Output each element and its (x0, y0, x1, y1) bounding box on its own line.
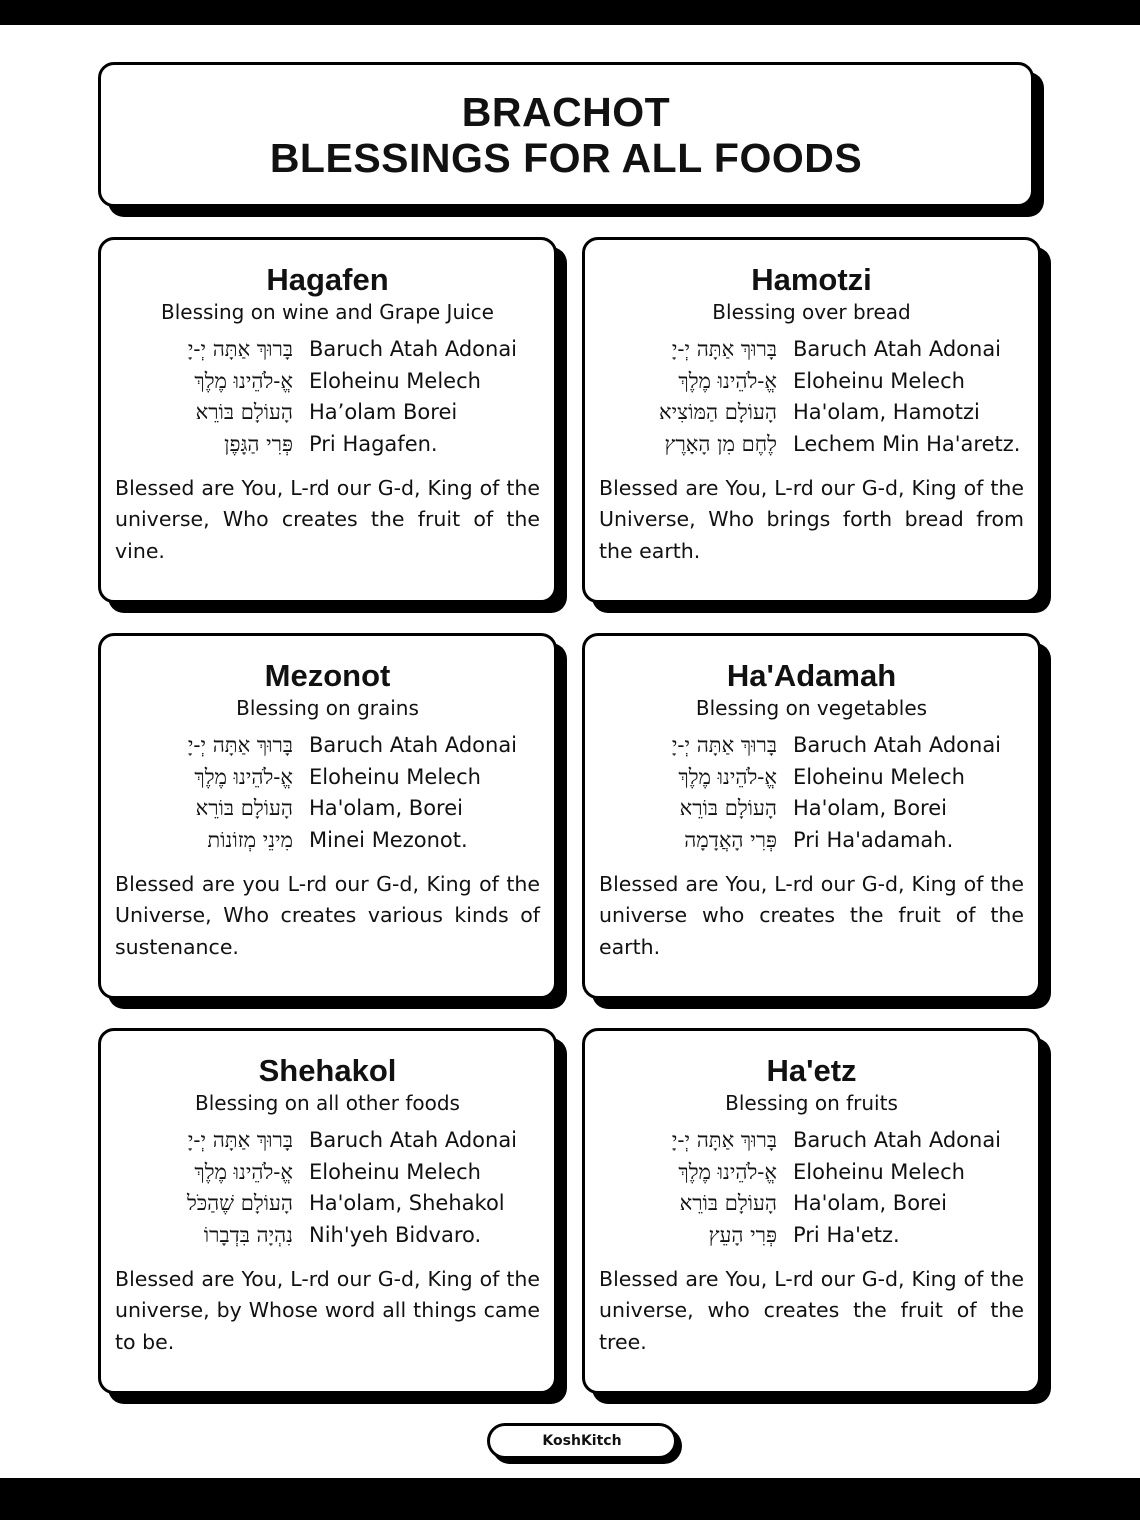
transliteration-line: Minei Mezonot. (309, 828, 468, 853)
blessing-title: Shehakol (258, 1053, 397, 1088)
blessing-card-mezonot (98, 633, 557, 999)
blessing-card-haadamah (582, 633, 1041, 999)
transliteration-line: Pri Hagafen. (309, 432, 438, 457)
blessing-lines (617, 334, 1024, 461)
hebrew-line: נִהְיָה בִּדְבָרוֹ (203, 1223, 293, 1248)
blessing-subtitle: Blessing on all other foods (195, 1091, 460, 1115)
blessing-translation: Blessed are You, L-rd our G-d, King of the universe, who creates the fruit of the tree. (599, 1266, 1024, 1354)
hebrew-line: הָעוֹלָם בּוֹרֵא (195, 796, 293, 821)
hebrew-line: בָּרוּךְ אַתָּה יְ-יָ (671, 733, 777, 757)
transliteration-line: Ha’olam Borei (309, 400, 458, 425)
top-border-bar (0, 0, 1140, 25)
hebrew-line: אֱ-לֹהֵינוּ מֶלֶךְ (194, 764, 293, 789)
hebrew-line: הָעוֹלָם הַמּוֹצִיא (659, 400, 777, 425)
hebrew-line: אֱ-לֹהֵינוּ מֶלֶךְ (678, 1159, 777, 1184)
hebrew-line: הָעוֹלָם בּוֹרֵא (195, 400, 293, 425)
transliteration-line: Lechem Min Ha'aretz. (793, 432, 1021, 457)
hebrew-line: הָעוֹלָם שֶׁהַכֹּל (187, 1191, 293, 1216)
blessing-translation: Blessed are You, L-rd our G-d, King of the Universe, Who brings forth bread from the earth. (599, 475, 1024, 563)
transliteration-line: Ha'olam, Borei (309, 796, 463, 821)
transliteration-line: Eloheinu Melech (309, 1159, 481, 1184)
hebrew-line: בָּרוּךְ אַתָּה יְ-יָ (671, 1128, 777, 1152)
hebrew-line: מִינֵי מְזוֹנוֹת (207, 828, 293, 853)
blessing-subtitle: Blessing on vegetables (695, 696, 928, 720)
hebrew-line: פְּרִי הַגָּפֶן (224, 432, 293, 457)
blessing-subtitle: Blessing over bread (712, 300, 911, 324)
bottom-border-bar (0, 1478, 1140, 1520)
blessing-lines (133, 730, 540, 857)
blessing-title: Hagafen (266, 262, 389, 297)
transliteration-line: Eloheinu Melech (309, 368, 481, 393)
hebrew-line: פְּרִי הָאֲדָמָה (684, 828, 777, 853)
blessing-lines (617, 1125, 1024, 1252)
transliteration-line: Ha'olam, Borei (793, 1191, 947, 1216)
brand-badge (487, 1423, 677, 1459)
hebrew-line: אֱ-לֹהֵינוּ מֶלֶךְ (678, 764, 777, 789)
transliteration-line: Baruch Atah Adonai (309, 1128, 518, 1152)
transliteration-line: Eloheinu Melech (793, 764, 965, 789)
transliteration-line: Baruch Atah Adonai (309, 337, 518, 361)
blessing-translation: Blessed are You, L-rd our G-d, King of the universe who creates the fruit of the earth. (599, 871, 1024, 959)
transliteration-line: Pri Ha'etz. (793, 1223, 900, 1248)
transliteration-line: Baruch Atah Adonai (793, 1128, 1002, 1152)
blessing-translation: Blessed are you L-rd our G-d, King of the Universe, Who creates various kinds of sustenance. (115, 871, 540, 959)
blessing-subtitle: Blessing on fruits (725, 1091, 898, 1115)
blessing-title: Ha'etz (766, 1053, 857, 1088)
page-subtitle: BLESSINGS FOR ALL FOODS (269, 134, 863, 181)
hebrew-line: אֱ-לֹהֵינוּ מֶלֶךְ (678, 368, 777, 393)
blessing-lines (133, 334, 540, 461)
page-title-box (98, 62, 1034, 207)
transliteration-line: Ha'olam, Hamotzi (793, 400, 980, 425)
hebrew-line: הָעוֹלָם בּוֹרֵא (679, 796, 777, 821)
transliteration-line: Baruch Atah Adonai (793, 733, 1002, 757)
transliteration-line: Nih'yeh Bidvaro. (309, 1223, 482, 1248)
transliteration-line: Ha'olam, Borei (793, 796, 947, 821)
hebrew-line: הָעוֹלָם בּוֹרֵא (679, 1191, 777, 1216)
hebrew-line: אֱ-לֹהֵינוּ מֶלֶךְ (194, 1159, 293, 1184)
blessing-subtitle: Blessing on wine and Grape Juice (161, 300, 494, 324)
blessing-lines (617, 730, 1024, 857)
blessing-lines (133, 1125, 540, 1252)
transliteration-line: Pri Ha'adamah. (793, 828, 954, 853)
brand-name: KoshKitch (542, 1433, 622, 1449)
blessing-subtitle: Blessing on grains (236, 696, 419, 720)
transliteration-line: Baruch Atah Adonai (793, 337, 1002, 361)
transliteration-line: Eloheinu Melech (309, 764, 481, 789)
blessing-translation: Blessed are You, L-rd our G-d, King of the universe, by Whose word all things came to be. (115, 1266, 540, 1354)
blessing-card-shehakol (98, 1028, 557, 1394)
blessing-title: Hamotzi (751, 262, 872, 297)
blessing-translation: Blessed are You, L-rd our G-d, King of the universe, Who creates the fruit of the vine. (115, 475, 540, 563)
hebrew-line: אֱ-לֹהֵינוּ מֶלֶךְ (194, 368, 293, 393)
transliteration-line: Ha'olam, Shehakol (309, 1191, 505, 1216)
blessing-card-hamotzi (582, 237, 1041, 603)
hebrew-line: לֶחֶם מִן הָאָרֶץ (664, 432, 777, 457)
blessing-title: Mezonot (264, 658, 391, 693)
hebrew-line: בָּרוּךְ אַתָּה יְ-יָ (671, 337, 777, 361)
transliteration-line: Eloheinu Melech (793, 1159, 965, 1184)
page-title: BRACHOT (461, 88, 671, 135)
transliteration-line: Baruch Atah Adonai (309, 733, 518, 757)
blessing-title: Ha'Adamah (726, 658, 897, 693)
blessing-card-hagafen (98, 237, 557, 603)
hebrew-line: בָּרוּךְ אַתָּה יְ-יָ (187, 337, 293, 361)
hebrew-line: בָּרוּךְ אַתָּה יְ-יָ (187, 1128, 293, 1152)
hebrew-line: פְּרִי הָעֵץ (708, 1223, 777, 1248)
hebrew-line: בָּרוּךְ אַתָּה יְ-יָ (187, 733, 293, 757)
transliteration-line: Eloheinu Melech (793, 368, 965, 393)
blessing-card-haetz (582, 1028, 1041, 1394)
